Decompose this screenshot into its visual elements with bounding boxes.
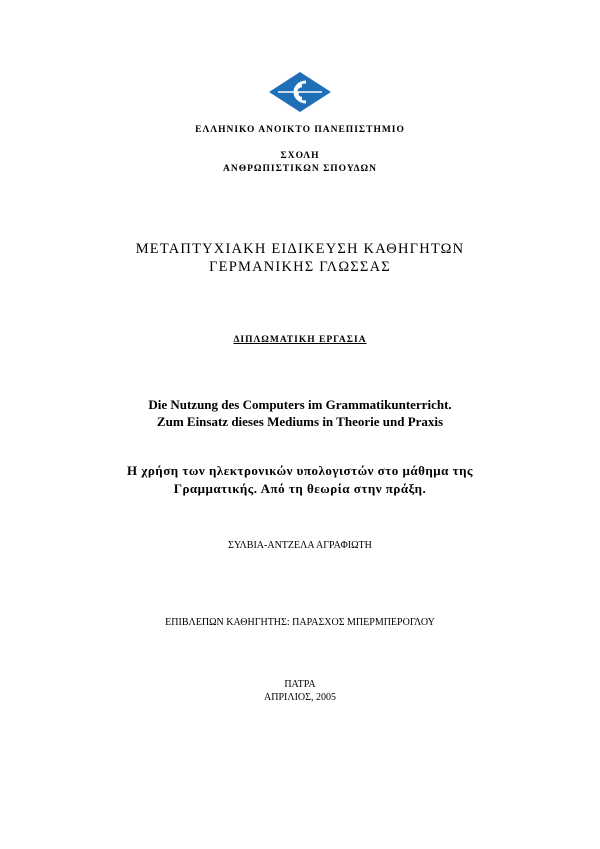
school-name: [0, 150, 600, 176]
author-name: ΣΥΛΒΙΑ-ΑΝΤΖΕΛΑ ΑΓΡΑΦΙΩΤΗ: [228, 540, 372, 551]
program-name: [0, 240, 600, 276]
document-type: ΔΙΠΛΩΜΑΤΙΚΗ ΕΡΓΑΣΙΑ: [233, 335, 367, 345]
program-line-2: ΓΕΡΜΑΝΙΚΗΣ ΓΛΩΣΣΑΣ: [209, 259, 391, 275]
university-name: ΕΛΛΗΝΙΚΟ ΑΝΟΙΚΤΟ ΠΑΝΕΠΙΣΤΗΜΙΟ: [195, 125, 405, 135]
place-date: [0, 678, 600, 704]
supervisor-line: ΕΠΙΒΛΕΠΩΝ ΚΑΘΗΓΗΤΗΣ: ΠΑΡΑΣΧΟΣ ΜΠΕΡΜΠΕΡΟΓΛΟΥ: [165, 617, 435, 628]
title-german-line-1: Die Nutzung des Computers im Grammatikunterricht.: [148, 397, 452, 412]
title-german: [0, 396, 600, 430]
school-line-1: ΣΧΟΛΗ: [280, 151, 320, 161]
title-greek-line-2: Γραμματικής. Από τη θεωρία στην πράξη.: [173, 481, 427, 496]
title-greek-line-1: Η χρήση των ηλεκτρονικών υπολογιστών στο μάθημα της: [126, 463, 474, 478]
program-line-1: ΜΕΤΑΠΤΥΧΙΑΚΗ ΕΙΔΙΚΕΥΣΗ ΚΑΘΗΓΗΤΩΝ: [135, 241, 465, 257]
university-logo-icon: [268, 71, 332, 113]
title-german-line-2: Zum Einsatz dieses Mediums in Theorie und Praxis: [156, 414, 444, 429]
place: ΠΑΤΡΑ: [284, 679, 316, 690]
title-greek: [0, 462, 600, 498]
school-line-2: ΑΝΘΡΩΠΙΣΤΙΚΩΝ ΣΠΟΥΔΩΝ: [222, 164, 377, 174]
date: ΑΠΡΙΛΙΟΣ, 2005: [264, 692, 336, 703]
